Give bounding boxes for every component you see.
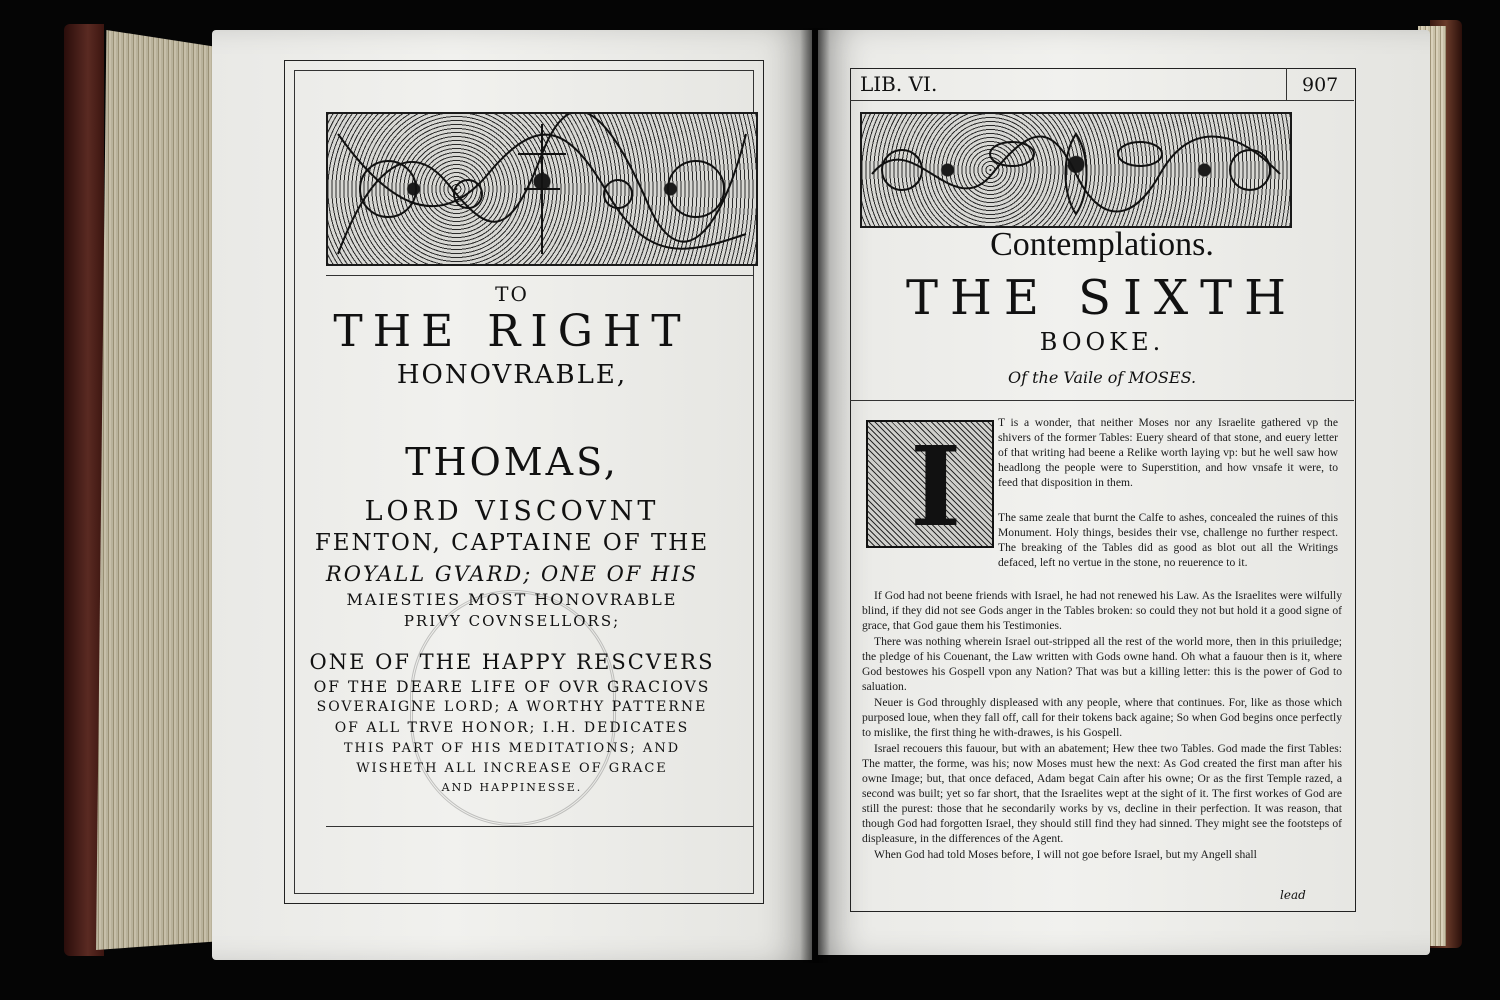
left-page [212, 30, 812, 960]
opening-paragraph: T is a wonder, that neither Moses nor any Israelite gathered vp the shivers of the former Tables: Euery sheard of that stone, and euery letter of that writing had beene a Relike worth laying vp: but he well saw how headlong the people were to Superstition, and how vnsafe it were, to feed that disposition in them. [998, 416, 1338, 489]
dedication-title-line1: THE RIGHT [333, 306, 691, 357]
chapter-subtitle: Of the Vaile of MOSES. [1007, 368, 1197, 387]
headpiece-ornament-art [328, 114, 756, 264]
paragraph: If God had not beene friends with Israel, he had not renewed his Law. As the Israelites were wilfully blind, if they did not see Gods anger in the Tables broken: so could they not but hold it a good signe of grace, that God gaue them his Testimonies. [862, 589, 1342, 632]
dedication-to: TO [495, 282, 529, 306]
dedication-lord-line: LORD VISCOVNT [364, 496, 660, 527]
drop-cap-initial [866, 420, 994, 551]
dedication-maiesties-line: MAIESTIES MOST HONOVRABLE [346, 590, 678, 609]
running-head: LIB. VI. [860, 72, 938, 96]
page-number-divider [1286, 68, 1287, 100]
headpiece-ornament [326, 112, 758, 266]
book-number-line2: BOOKE. [1039, 328, 1165, 356]
catchword: lead [1280, 888, 1306, 902]
dedication-fenton-line: FENTON, CAPTAINE OF THE [314, 530, 710, 556]
book-number-line1: THE SIXTH [905, 270, 1299, 326]
dedication-line: THIS PART OF HIS MEDITATIONS; AND [343, 741, 681, 756]
paragraph: There was nothing wherein Israel out-stripped all the rest of the world more, then in this priuiledge; the pledge of his Couenant, the Law written with Gods owne hand. Oh what a fauour then is it, where God bestowes his Gospell vpon any Nation? That was but a killing letter: this is the power of God to saluation. [862, 635, 1342, 693]
book-title: Contemplations. [990, 226, 1214, 263]
dedication-line: AND HAPPINESSE. [441, 781, 583, 794]
headpiece-ornament-art [862, 114, 1290, 226]
body-text [862, 588, 1342, 863]
dedication-line: OF THE DEARE LIFE OF OVR GRACIOVS [313, 678, 711, 696]
drop-cap-letter: I [910, 422, 962, 551]
dedication-line: WISHETH ALL INCREASE OF GRACE [356, 761, 668, 776]
running-head-rule [850, 100, 1354, 101]
book-gutter [800, 28, 830, 963]
dedication-guard-line: ROYALL GVARD; ONE OF HIS [325, 562, 699, 586]
headpiece-ornament [860, 112, 1292, 228]
rule-bottom [326, 826, 754, 827]
dedication-line: SOVERAIGNE LORD; A WORTHY PATTERNE [316, 699, 708, 715]
dedication-privy-line: PRIVY COVNSELLORS; [403, 612, 621, 630]
dedication-line: OF ALL TRVE HONOR; I.H. DEDICATES [334, 720, 690, 736]
dedicatee-name: THOMAS, [405, 440, 619, 484]
paragraph: Neuer is God throughly displeased with any people, where that continues. For, like as those which purposed loue, when they fall off, call for their tokens back againe; So when God begins once perfectly to mislike, the first thing he with-drawes, is his Gospell. [862, 696, 1342, 739]
dedication-rescuer-line: ONE OF THE HAPPY RESCVERS [309, 650, 715, 674]
page-number: 907 [1302, 74, 1339, 96]
subtitle-rule [850, 400, 1354, 401]
rule-top [326, 275, 754, 276]
paragraph: When God had told Moses before, I will not goe before Israel, but my Angell shall [874, 848, 1257, 861]
dedication-title-line2: HONOVRABLE, [396, 360, 628, 390]
paragraph: The same zeale that burnt the Calfe to ashes, concealed the ruines of this Monument. Holy things, besides their vse, challenge no further respect. The breaking of the Tables did as good as blot out all the Writings defaced, left no vertue in the stone, no reuerence to it. [998, 511, 1338, 569]
paragraph: Israel recouers this fauour, but with an abatement; Hew thee two Tables. God made the first Tables: The matter, the forme, was his; now Moses must hew the next: As God created the first man after his owne Image; but, that once defaced, Adam begat Cain after his owne; Or as the first Temple razed, a second was built; yet so far short, that the Israelites wept at the sight of it. The first workes of God are still the purest: those that he secondarily works by vs, decline in their perfection. It was reason, that though God had forgotten Israel, they should still find they had sinned. They might see the footsteps of displeasure, in the differences of the Agent. [862, 742, 1342, 845]
page-stack-left [96, 30, 226, 950]
